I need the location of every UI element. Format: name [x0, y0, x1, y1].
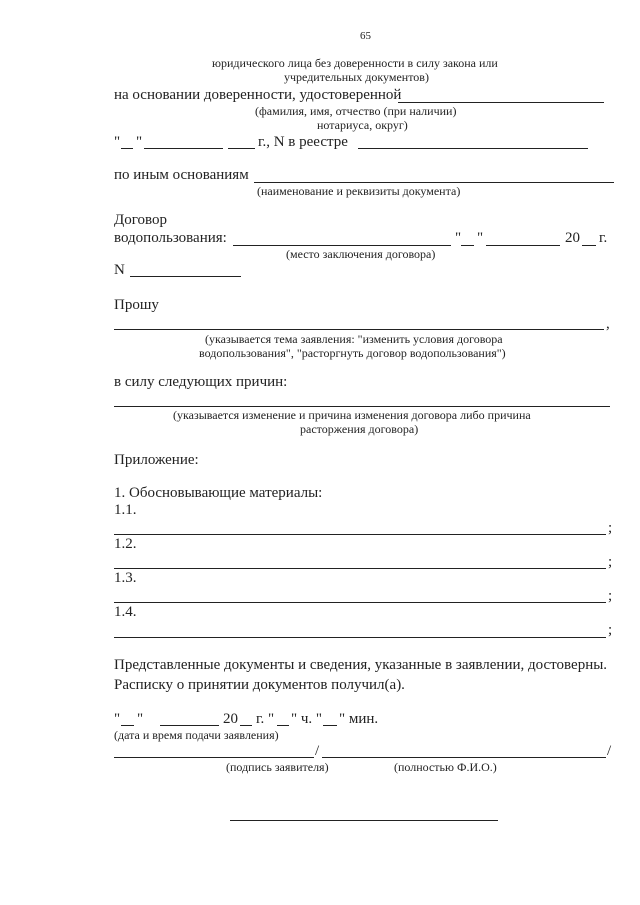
- proxy-year-label: г., N в реестре: [258, 134, 348, 150]
- signature-slash1: /: [315, 743, 320, 759]
- signature-slash2: /: [607, 743, 612, 759]
- contract-caption: (место заключения договора): [286, 247, 436, 261]
- contract-month-field[interactable]: [486, 245, 560, 246]
- declaration-line1: Представленные документы и сведения, указанные в заявлении, достоверны.: [114, 657, 608, 673]
- registry-number-field[interactable]: [358, 148, 588, 149]
- page-number: 65: [360, 30, 371, 42]
- request-label: Прошу: [114, 297, 159, 313]
- attachment-item-field[interactable]: [114, 534, 606, 535]
- reasons-field[interactable]: [114, 406, 610, 407]
- proxy-month-field[interactable]: [144, 148, 223, 149]
- attachment-label: Приложение:: [114, 452, 199, 468]
- submission-quote-close: ": [137, 711, 144, 727]
- attachment-item-num: 1.1.: [114, 502, 137, 518]
- request-field[interactable]: [114, 329, 604, 330]
- submission-quote-open: ": [114, 711, 121, 727]
- attachment-item-end: ;: [608, 554, 613, 570]
- contract-number-label: N: [114, 262, 125, 278]
- proxy-year-field[interactable]: [228, 148, 255, 149]
- contract-year-prefix: 20: [565, 230, 580, 246]
- materials-label: 1. Обосновывающие материалы:: [114, 485, 323, 501]
- submission-hour-field[interactable]: [277, 725, 289, 726]
- top-note-line2: учредительных документов): [284, 70, 429, 84]
- other-grounds-field[interactable]: [254, 182, 614, 183]
- attachment-item-num: 1.4.: [114, 604, 137, 620]
- attachment-item-field[interactable]: [114, 637, 606, 638]
- proxy-date-quote-close: ": [136, 134, 143, 150]
- attachment-item-num: 1.3.: [114, 570, 137, 586]
- contract-day-field[interactable]: [461, 245, 474, 246]
- attachment-item-end: ;: [608, 520, 613, 536]
- contract-place-field[interactable]: [233, 245, 451, 246]
- submission-year-suffix: г. ": [256, 711, 275, 727]
- submission-hour-label: " ч. ": [291, 711, 323, 727]
- proxy-date-quote-open: ": [114, 134, 121, 150]
- signature-caption: (подпись заявителя): [226, 760, 329, 774]
- request-caption1: (указывается тема заявления: "изменить условия договора: [205, 332, 503, 346]
- attachment-item-num: 1.2.: [114, 536, 137, 552]
- bottom-separator: [230, 820, 498, 821]
- reasons-caption1: (указывается изменение и причина изменения договора либо причина: [173, 408, 531, 422]
- submission-year-prefix: 20: [223, 711, 238, 727]
- submission-caption: (дата и время подачи заявления): [114, 728, 279, 742]
- other-grounds-label: по иным основаниям: [114, 167, 249, 183]
- proxy-caption2: нотариуса, округ): [317, 118, 408, 132]
- attachment-item-end: ;: [608, 622, 613, 638]
- contract-quote-open: ": [455, 230, 462, 246]
- submission-month-field[interactable]: [160, 725, 219, 726]
- contract-number-field[interactable]: [130, 276, 241, 277]
- attachment-item-end: ;: [608, 588, 613, 604]
- full-name-caption: (полностью Ф.И.О.): [394, 760, 497, 774]
- request-comma: ,: [606, 316, 610, 332]
- signature-field[interactable]: [114, 757, 314, 758]
- notary-name-line[interactable]: [398, 102, 604, 103]
- contract-year-field[interactable]: [582, 245, 596, 246]
- proxy-label: на основании доверенности, удостоверенной: [114, 87, 402, 103]
- reasons-label: в силу следующих причин:: [114, 374, 288, 390]
- request-caption2: водопользования", "расторгнуть договор водопользования"): [199, 346, 506, 360]
- proxy-caption1: (фамилия, имя, отчество (при наличии): [255, 104, 457, 118]
- declaration-line2: Расписку о принятии документов получил(а).: [114, 677, 405, 693]
- submission-year-field[interactable]: [240, 725, 252, 726]
- contract-year-suffix: г.: [599, 230, 608, 246]
- full-name-field[interactable]: [322, 757, 606, 758]
- contract-quote-close: ": [477, 230, 484, 246]
- submission-minute-field[interactable]: [323, 725, 337, 726]
- other-grounds-caption: (наименование и реквизиты документа): [257, 184, 461, 198]
- submission-day-field[interactable]: [121, 725, 134, 726]
- top-note-line1: юридического лица без доверенности в силу закона или: [212, 56, 498, 70]
- reasons-caption2: расторжения договора): [300, 422, 419, 436]
- contract-label1: Договор: [114, 212, 167, 228]
- proxy-day-field[interactable]: [121, 148, 133, 149]
- contract-label2: водопользования:: [114, 230, 227, 246]
- submission-minute-label: " мин.: [339, 711, 379, 727]
- attachment-item-field[interactable]: [114, 568, 606, 569]
- attachment-item-field[interactable]: [114, 602, 606, 603]
